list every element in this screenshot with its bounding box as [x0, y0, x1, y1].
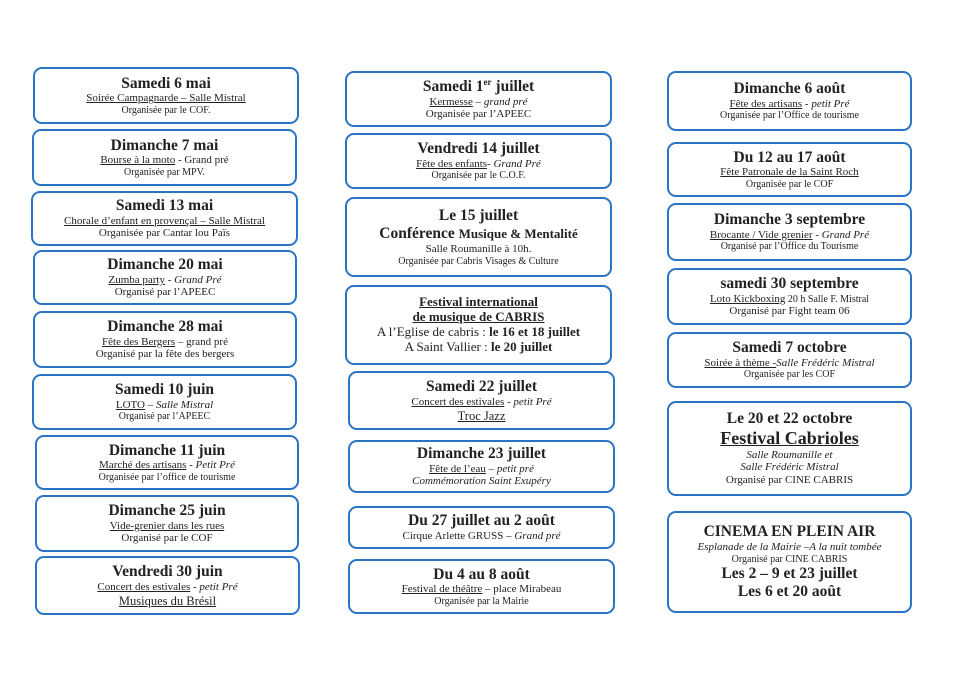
event-title: Du 12 au 17 août: [733, 148, 846, 166]
event-location: Cirque Arlette GRUSS – Grand pré: [402, 530, 561, 543]
event-card-samedi-7-octobre: [667, 332, 912, 388]
event-organizer: Organisée par la Mairie: [434, 595, 529, 607]
event-organizer: Organisé par CINE CABRIS: [731, 553, 848, 565]
event-title: Dimanche 7 mai: [110, 136, 219, 154]
event-organizer: Organisé par Fight team 06: [729, 305, 850, 318]
event-title: Du 4 au 8 août: [433, 565, 530, 583]
event-card-vendredi-14-juillet: [345, 133, 612, 189]
event-location: Fête des Bergers – grand pré: [102, 335, 228, 348]
event-subtitle: Conférence Musique & Mentalité: [379, 224, 578, 242]
event-organizer: Organisée par le COF: [745, 178, 834, 190]
event-location: Kermesse – grand pré: [429, 95, 528, 108]
event-location: Soirée Campagnarde – Salle Mistral: [86, 92, 246, 105]
event-title: Vendredi 30 juin: [112, 563, 223, 581]
event-organizer: Organisée par MPV.: [123, 166, 205, 178]
event-organizer: Organisée par Cabris Visages & Culture: [398, 255, 559, 267]
event-title: Dimanche 3 septembre: [713, 211, 866, 229]
event-card-dimanche-11-juin: [35, 435, 299, 490]
event-organizer: Organisée par l’Office de tourisme: [719, 110, 860, 122]
event-dates-juillet: Les 2 – 9 et 23 juillet: [721, 565, 858, 583]
event-location: Brocante / Vide grenier - Grand Pré: [709, 228, 870, 241]
event-title: Du 27 juillet au 2 août: [408, 512, 555, 530]
event-organizer: Organisé par l’APEEC: [114, 286, 216, 299]
event-card-dimanche-7-mai: [32, 129, 297, 186]
event-title: Dimanche 25 juin: [108, 501, 226, 519]
event-location: Marché des artisans - Petit Pré: [99, 459, 235, 472]
event-title: Dimanche 23 juillet: [416, 444, 547, 462]
event-title: CINEMA EN PLEIN AIR: [703, 523, 876, 541]
event-location-2: Salle Frédéric Mistral: [740, 461, 839, 474]
event-card-dimanche-20-mai: [33, 250, 297, 305]
event-title: Samedi 1er juillet: [422, 76, 535, 96]
event-detail: Troc Jazz: [457, 408, 506, 423]
event-location: Fête de l’eau – petit pré: [429, 462, 534, 475]
event-title: Vendredi 14 juillet: [417, 140, 540, 158]
event-title: Samedi 6 mai: [121, 74, 211, 92]
event-organizer: Organisé par l’APEEC: [118, 411, 211, 423]
event-dates-cabris: A l’Eglise de cabris : le 16 et 18 juillet: [376, 324, 581, 339]
event-organizer: Organisée par le C.O.F.: [431, 170, 526, 182]
event-organizer: Organisée par Cantar lou Païs: [98, 227, 231, 240]
event-location: Fête Patronale de la Saint Roch: [720, 166, 859, 179]
event-title: Dimanche 11 juin: [108, 441, 226, 459]
event-title: Dimanche 20 mai: [107, 255, 223, 273]
event-location: Concert des estivales - petit Pré: [411, 395, 552, 408]
event-title: Festival international: [419, 294, 538, 310]
event-location: Festival de théâtre – place Mirabeau: [401, 583, 562, 596]
event-organizer: Organisé par la fête des bergers: [95, 348, 235, 361]
event-organizer: Organisée par le COF.: [121, 104, 211, 116]
event-title: Samedi 13 mai: [115, 196, 214, 214]
event-location: Loto Kickboxing 20 h Salle F. Mistral: [709, 292, 870, 305]
event-card-12-17-aout: [667, 142, 912, 197]
event-card-dimanche-6-aout: [667, 71, 912, 131]
event-organizer: Organisée par les COF: [743, 369, 836, 381]
event-card-4-8-aout: [348, 559, 615, 614]
event-detail: Commémoration Saint Exupéry: [412, 475, 551, 488]
event-title: Samedi 7 octobre: [732, 339, 847, 357]
event-organizer: Organisée par l’APEEC: [425, 108, 532, 121]
event-location: Esplanade de la Mairie –A la nuit tombée: [697, 541, 882, 554]
event-card-dimanche-23-juillet: [348, 440, 615, 493]
event-location: LOTO – Salle Mistral: [115, 398, 214, 411]
event-card-dimanche-28-mai: [33, 311, 297, 368]
event-organizer: Organisé par le COF: [121, 532, 213, 545]
event-title-line2: de musique de CABRIS: [412, 309, 545, 325]
event-card-vendredi-30-juin: [35, 556, 300, 615]
event-location: Concert des estivales - petit Pré: [97, 580, 238, 593]
event-subtitle: Festival Cabrioles: [720, 428, 859, 449]
event-title: Samedi 22 juillet: [425, 378, 538, 396]
event-location: Vide-grenier dans les rues: [109, 519, 225, 532]
event-card-samedi-6-mai: [33, 67, 299, 124]
event-card-samedi-10-juin: [32, 374, 297, 430]
event-card-cinema-plein-air: [667, 511, 912, 613]
event-card-dimanche-25-juin: [35, 495, 299, 552]
event-location: Salle Roumanille à 10h.: [425, 243, 532, 256]
event-card-dimanche-3-septembre: [667, 203, 912, 261]
event-card-samedi-1er-juillet: [345, 71, 612, 127]
event-organizer: Organisé par CINE CABRIS: [725, 474, 854, 487]
event-card-samedi-13-mai: [31, 191, 298, 246]
event-title: Le 15 juillet: [438, 206, 519, 224]
event-location: Fête des enfants- Grand Pré: [416, 157, 541, 170]
event-dates-saint-vallier: A Saint Vallier : le 20 juillet: [404, 338, 553, 354]
event-card-15-juillet: [345, 197, 612, 277]
event-card-samedi-30-septembre: [667, 268, 912, 325]
event-dates-aout: Les 6 et 20 août: [737, 582, 842, 600]
event-location: Fête des artisans - petit Pré: [729, 97, 850, 110]
event-card-27-juillet-2-aout: [348, 506, 615, 549]
event-location: Bourse à la moto - Grand pré: [100, 154, 229, 167]
event-title: Le 20 et 22 octobre: [726, 410, 853, 428]
event-title: Dimanche 28 mai: [107, 317, 223, 335]
event-location: Zumba party - Grand Pré: [108, 273, 222, 286]
event-detail: Musiques du Brésil: [118, 593, 217, 608]
event-location: Chorale d’enfant en provençal – Salle Mistral: [64, 214, 265, 227]
event-organizer: Organisé par l’Office du Tourisme: [720, 241, 859, 253]
event-title: samedi 30 septembre: [720, 274, 859, 292]
event-title: Dimanche 6 août: [733, 80, 846, 98]
event-location: Soirée à thème -Salle Frédéric Mistral: [704, 356, 875, 369]
event-title: Samedi 10 juin: [114, 381, 215, 399]
event-card-samedi-22-juillet: [348, 371, 615, 430]
event-card-festival-musique: [345, 285, 612, 365]
event-location-1: Salle Roumanille et: [746, 448, 833, 461]
event-card-20-22-octobre: [667, 401, 912, 496]
event-organizer: Organisée par l’office de tourisme: [98, 471, 236, 483]
